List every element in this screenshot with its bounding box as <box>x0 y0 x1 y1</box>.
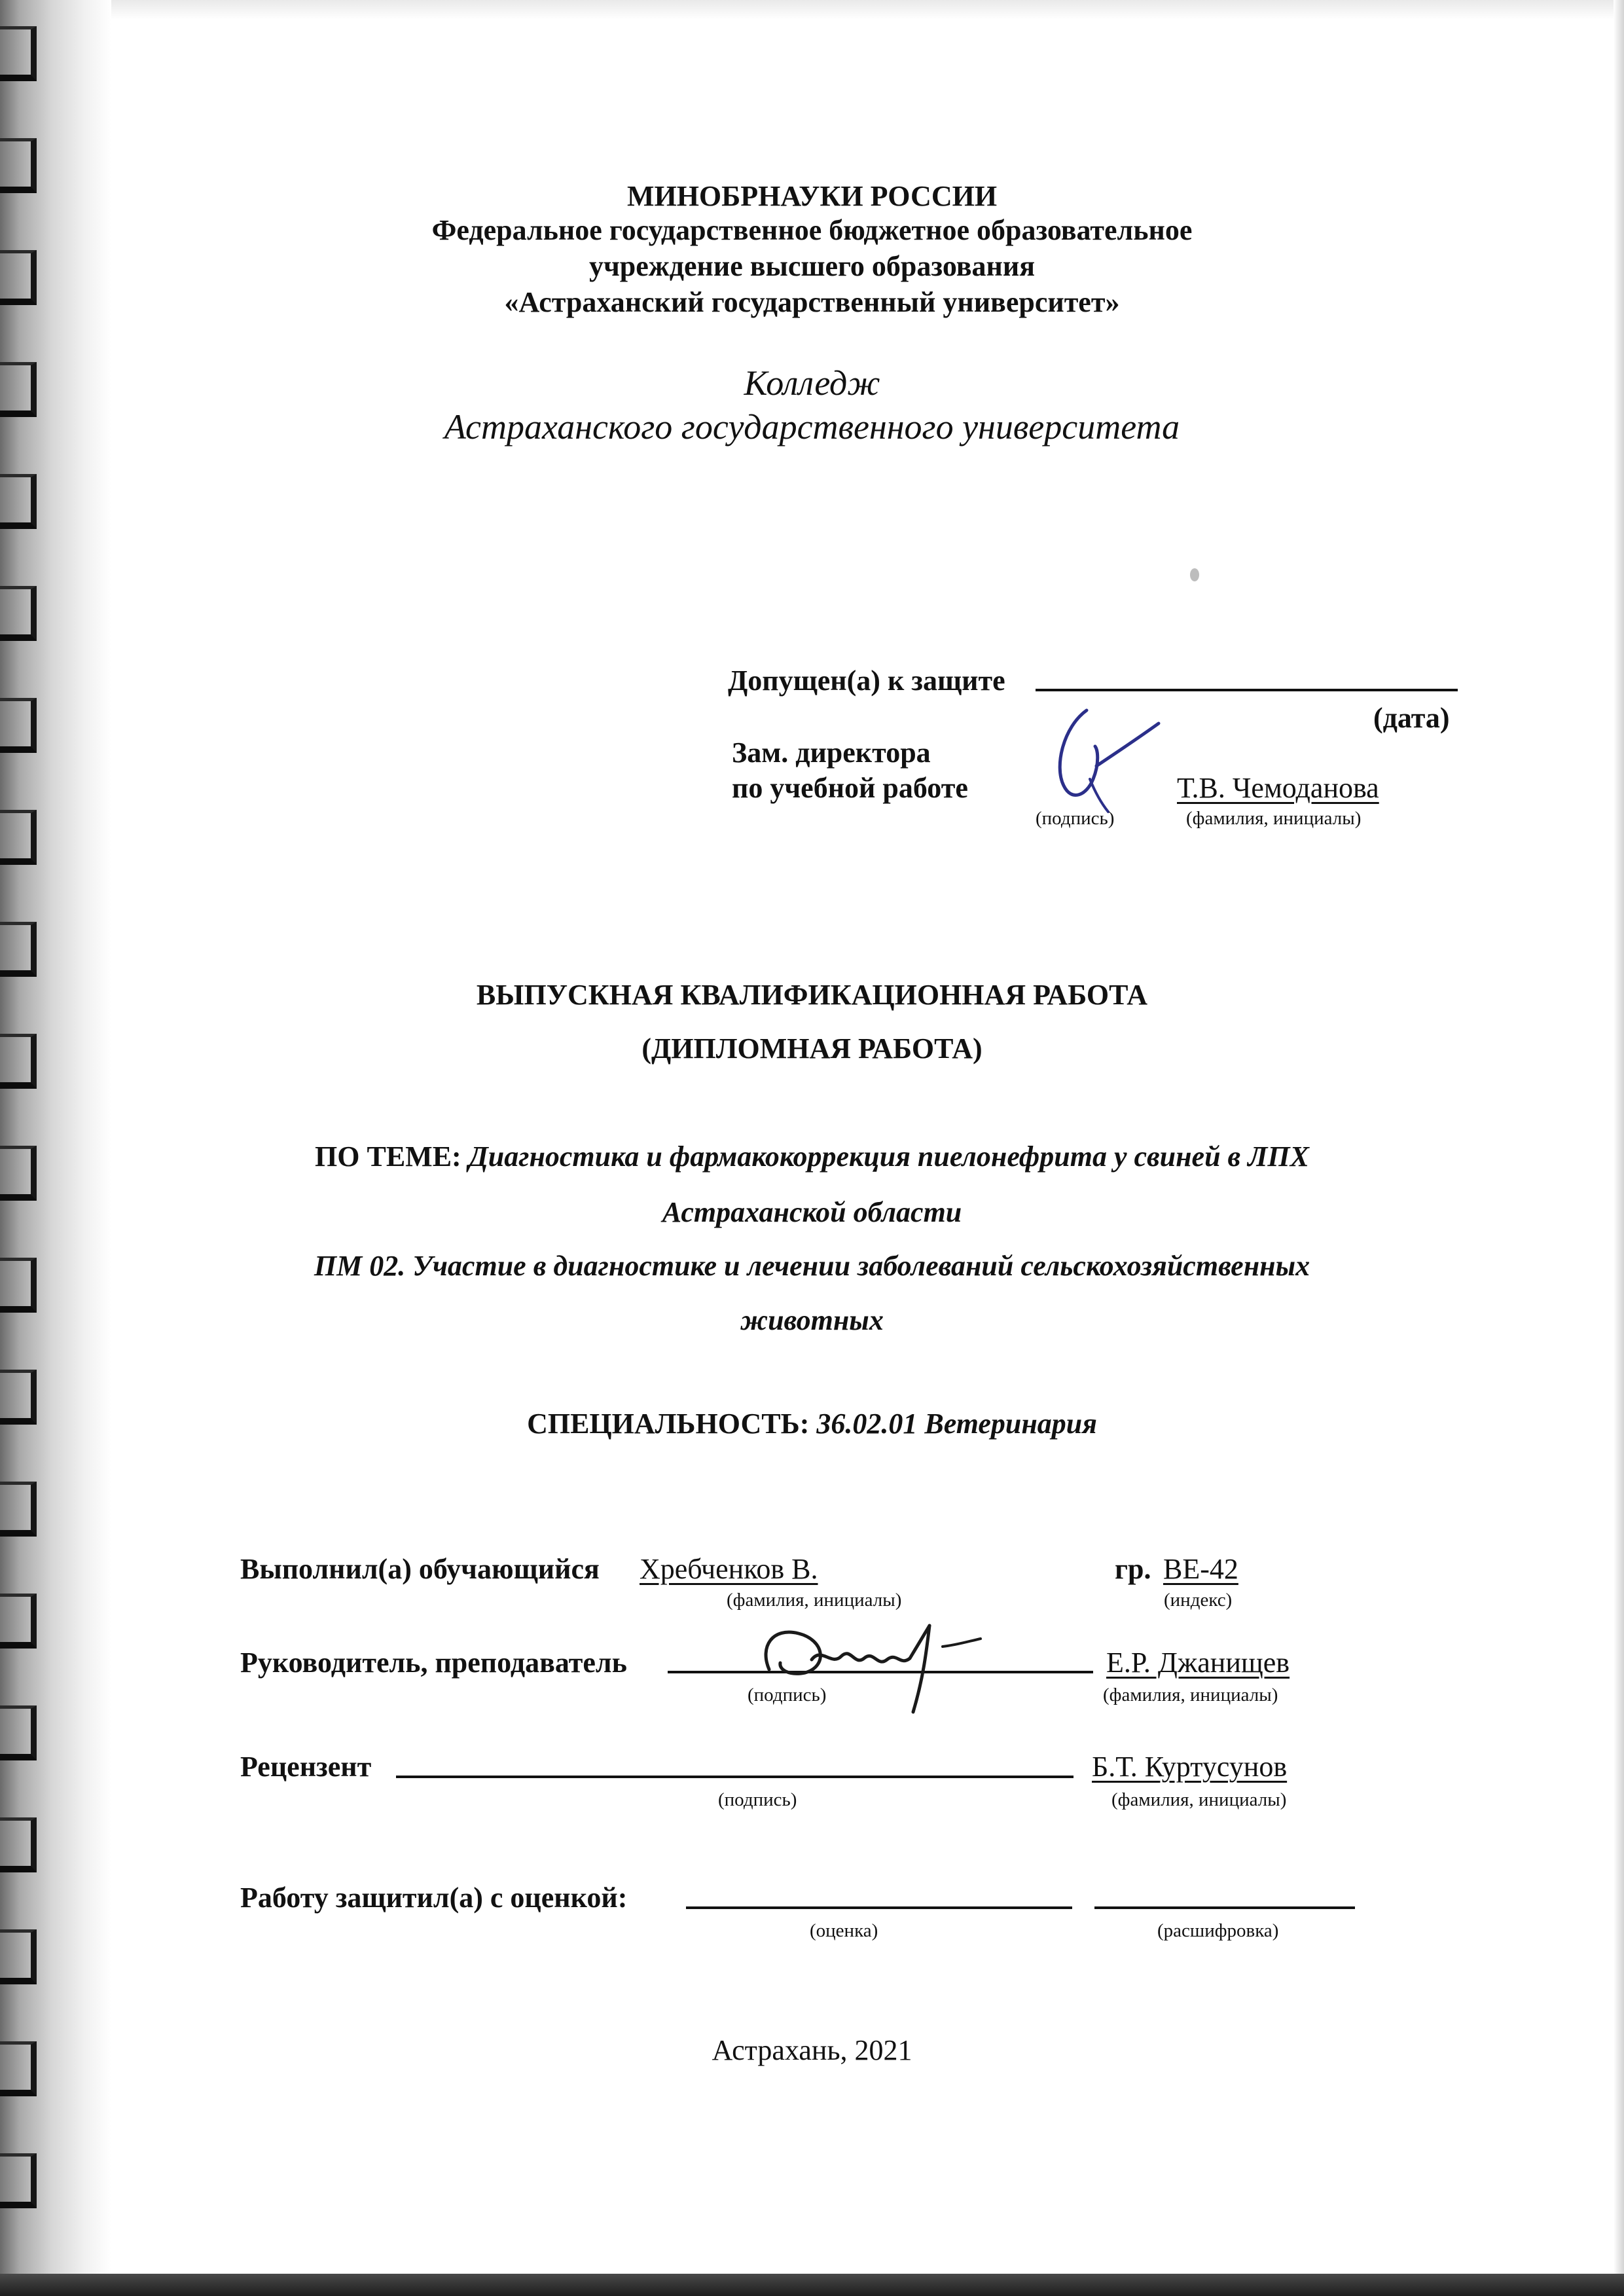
specialty <box>0 1410 1624 1438</box>
binding-ring <box>0 1817 37 1872</box>
binding-ring <box>0 922 37 977</box>
scan-bottom-edge <box>0 2274 1624 2296</box>
defense-label: Работу защитил(а) с оценкой: <box>240 1882 628 1914</box>
director-signature <box>1024 687 1175 818</box>
student-name-caption: (фамилия, инициалы) <box>727 1590 902 1611</box>
topic-line-1 <box>0 1142 1624 1171</box>
city-year: Астрахань, 2021 <box>712 2034 912 2066</box>
student-label: Выполнил(а) обучающийся <box>240 1553 600 1585</box>
specialty-label: СПЕЦИАЛЬНОСТЬ: <box>527 1408 810 1440</box>
binding-ring <box>0 586 37 641</box>
student-name: Хребченков В. <box>640 1553 818 1585</box>
institution-line-2: учреждение высшего образования <box>588 250 1035 282</box>
binding-ring <box>0 698 37 753</box>
admitted-label: Допущен(а) к защите <box>728 665 1005 697</box>
director-signature-caption: (подпись) <box>1036 808 1115 829</box>
reviewer-signature-caption: (подпись) <box>718 1789 797 1810</box>
supervisor-name-caption: (фамилия, инициалы) <box>1103 1685 1278 1705</box>
binding-ring <box>0 1705 37 1760</box>
scan-top-shadow <box>0 0 1624 20</box>
reviewer-name-caption: (фамилия, инициалы) <box>1111 1789 1287 1810</box>
reviewer-signature-line <box>396 1776 1074 1778</box>
role-line-2: по учебной работе <box>732 772 968 804</box>
topic-line-2: Астраханской области <box>662 1196 962 1228</box>
binding-ring <box>0 26 37 81</box>
work-title-line-1: ВЫПУСКНАЯ КВАЛИФИКАЦИОННАЯ РАБОТА <box>476 979 1148 1011</box>
grade-decode-line <box>1094 1906 1355 1909</box>
grade-caption: (оценка) <box>810 1920 878 1941</box>
topic-text-1: Диагностика и фармакокоррекция пиелонефрита у свиней в ЛПХ <box>468 1140 1309 1173</box>
group-caption: (индекс) <box>1164 1590 1233 1611</box>
binding-ring <box>0 1929 37 1984</box>
college-line-2: Астраханского государственного университета <box>444 407 1180 446</box>
role-line-1: Зам. директора <box>732 737 931 769</box>
reviewer-label: Рецензент <box>240 1751 372 1783</box>
topic-line-4: животных <box>740 1304 884 1336</box>
binding-ring <box>0 474 37 529</box>
institution-line-1: Федеральное государственное бюджетное образовательное <box>431 214 1193 246</box>
ministry-name: МИНОБРНАУКИ РОССИИ <box>626 180 998 212</box>
supervisor-label: Руководитель, преподаватель <box>240 1647 627 1679</box>
group-label: гр. <box>1115 1553 1151 1585</box>
director-name-caption: (фамилия, инициалы) <box>1186 808 1362 829</box>
supervisor-signature-caption: (подпись) <box>748 1685 827 1705</box>
group-value: ВЕ-42 <box>1163 1553 1238 1585</box>
date-caption: (дата) <box>1373 702 1450 734</box>
director-name: Т.В. Чемоданова <box>1177 772 1379 804</box>
scan-speck <box>1190 568 1199 581</box>
college-line-1: Колледж <box>744 363 880 403</box>
work-title-line-2: (ДИПЛОМНАЯ РАБОТА) <box>641 1032 983 1065</box>
grade-decode-caption: (расшифровка) <box>1157 1920 1279 1941</box>
topic-label: ПО ТЕМЕ: <box>315 1140 461 1173</box>
reviewer-name: Б.Т. Куртусунов <box>1092 1751 1288 1783</box>
binding-ring <box>0 1482 37 1537</box>
supervisor-name: Е.Р. Джанищев <box>1106 1647 1290 1679</box>
grade-line <box>686 1906 1072 1909</box>
binding-ring <box>0 1594 37 1649</box>
binding-ring <box>0 2153 37 2208</box>
topic-line-3: ПМ 02. Участие в диагностике и лечении заболеваний сельскохозяйственных <box>314 1250 1310 1282</box>
binding-ring <box>0 810 37 865</box>
university-name: «Астраханский государственный университет» <box>504 286 1120 318</box>
specialty-value: 36.02.01 Ветеринария <box>816 1408 1097 1440</box>
